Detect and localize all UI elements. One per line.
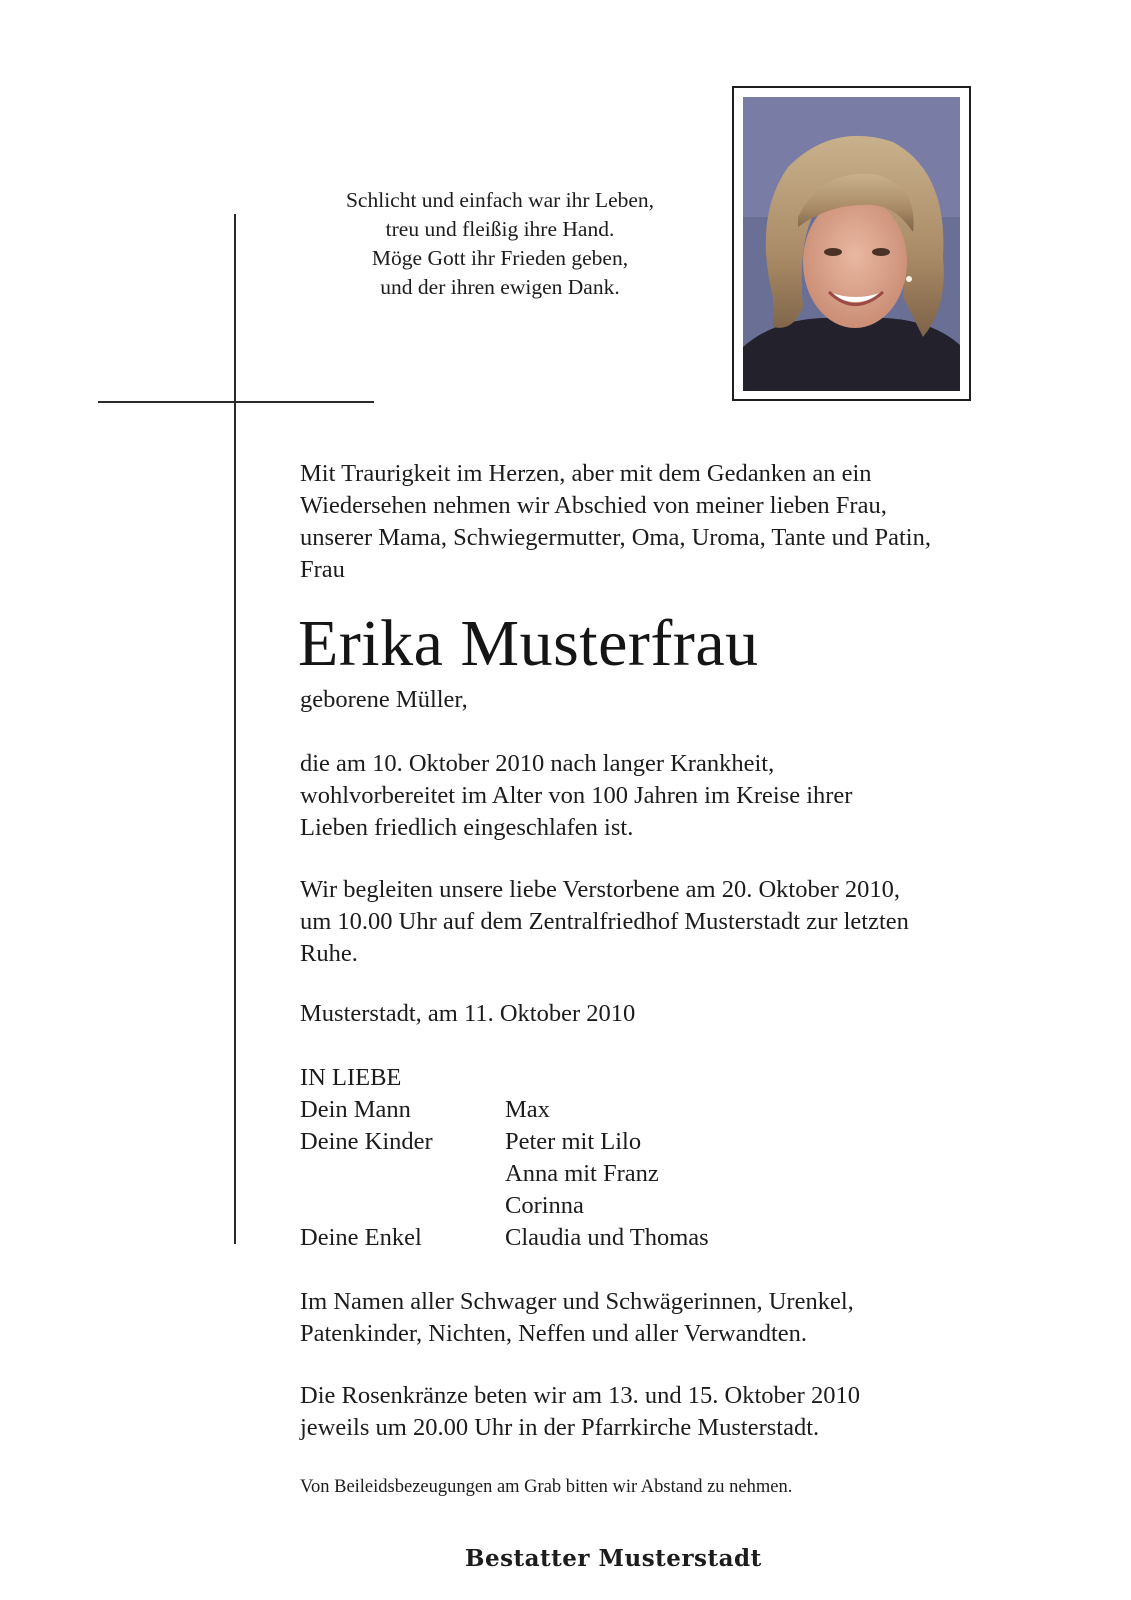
mourner-relation: Deine Enkel [300,1224,422,1251]
intro-paragraph [300,458,931,586]
mourner-row [300,1094,709,1126]
rosary-line: jeweils um 20.00 Uhr in der Pfarrkirche Musterstadt. [300,1414,820,1441]
burial-line: um 10.00 Uhr auf dem Zentralfriedhof Musterstadt zur letzten [300,908,909,935]
intro-line: Wiedersehen nehmen wir Abschied von meiner lieben Frau, [300,492,887,519]
burial-line: Wir begleiten unsere liebe Verstorbene am 20. Oktober 2010, [300,876,900,903]
condolence-note: Von Beileidsbezeugungen am Grab bitten wir Abstand zu nehmen. [300,1477,793,1497]
mourner-row [300,1190,709,1222]
burial-line: Ruhe. [300,940,358,967]
mourner-row [300,1158,709,1190]
deceased-name: Erika Musterfrau [298,607,759,680]
place-date: Musterstadt, am 11. Oktober 2010 [300,1000,636,1027]
undertaker-name: Bestatter Musterstadt [465,1545,762,1572]
intro-line: Frau [300,556,345,583]
rosary-paragraph [300,1380,860,1444]
cross-horizontal-bar [98,401,374,403]
mourner-row [300,1222,709,1254]
mourner-relation: Dein Mann [300,1096,411,1123]
maiden-name: geborene Müller, [300,686,468,713]
portrait-photo [743,97,960,391]
mourner-names: Peter mit Lilo [505,1128,642,1155]
death-line: die am 10. Oktober 2010 nach langer Krankheit, [300,750,775,777]
portrait-frame [732,86,971,401]
mourner-relation [300,1190,505,1222]
mourners-heading: IN LIEBE [300,1064,402,1091]
verse-line: treu und fleißig ihre Hand. [385,217,615,241]
mourner-relation [300,1158,505,1190]
verse-line: Schlicht und einfach war ihr Leben, [345,188,655,212]
death-paragraph [300,748,852,844]
mourner-names: Max [505,1096,550,1123]
verse-line: und der ihren ewigen Dank. [380,275,620,299]
cross-vertical-bar [234,214,236,1244]
relatives-line: Im Namen aller Schwager und Schwägerinnen, Urenkel, [300,1288,854,1315]
burial-paragraph [300,874,909,970]
rosary-line: Die Rosenkränze beten wir am 13. und 15. Oktober 2010 [300,1382,860,1409]
mourners-list [300,1062,709,1254]
mourner-names: Anna mit Franz [505,1160,659,1187]
death-line: Lieben friedlich eingeschlafen ist. [300,814,634,841]
memorial-verse [300,186,700,302]
relatives-line: Patenkinder, Nichten, Neffen und aller Verwandten. [300,1320,807,1347]
intro-line: unserer Mama, Schwiegermutter, Oma, Uroma, Tante und Patin, [300,524,931,551]
mourner-names: Claudia und Thomas [505,1224,709,1251]
intro-line: Mit Traurigkeit im Herzen, aber mit dem Gedanken an ein [300,460,872,487]
mourner-row [300,1126,709,1158]
death-line: wohlvorbereitet im Alter von 100 Jahren im Kreise ihrer [300,782,853,809]
relatives-paragraph [300,1286,854,1350]
mourner-relation: Deine Kinder [300,1128,433,1155]
verse-line: Möge Gott ihr Frieden geben, [371,246,629,270]
mourner-names: Corinna [505,1192,584,1219]
